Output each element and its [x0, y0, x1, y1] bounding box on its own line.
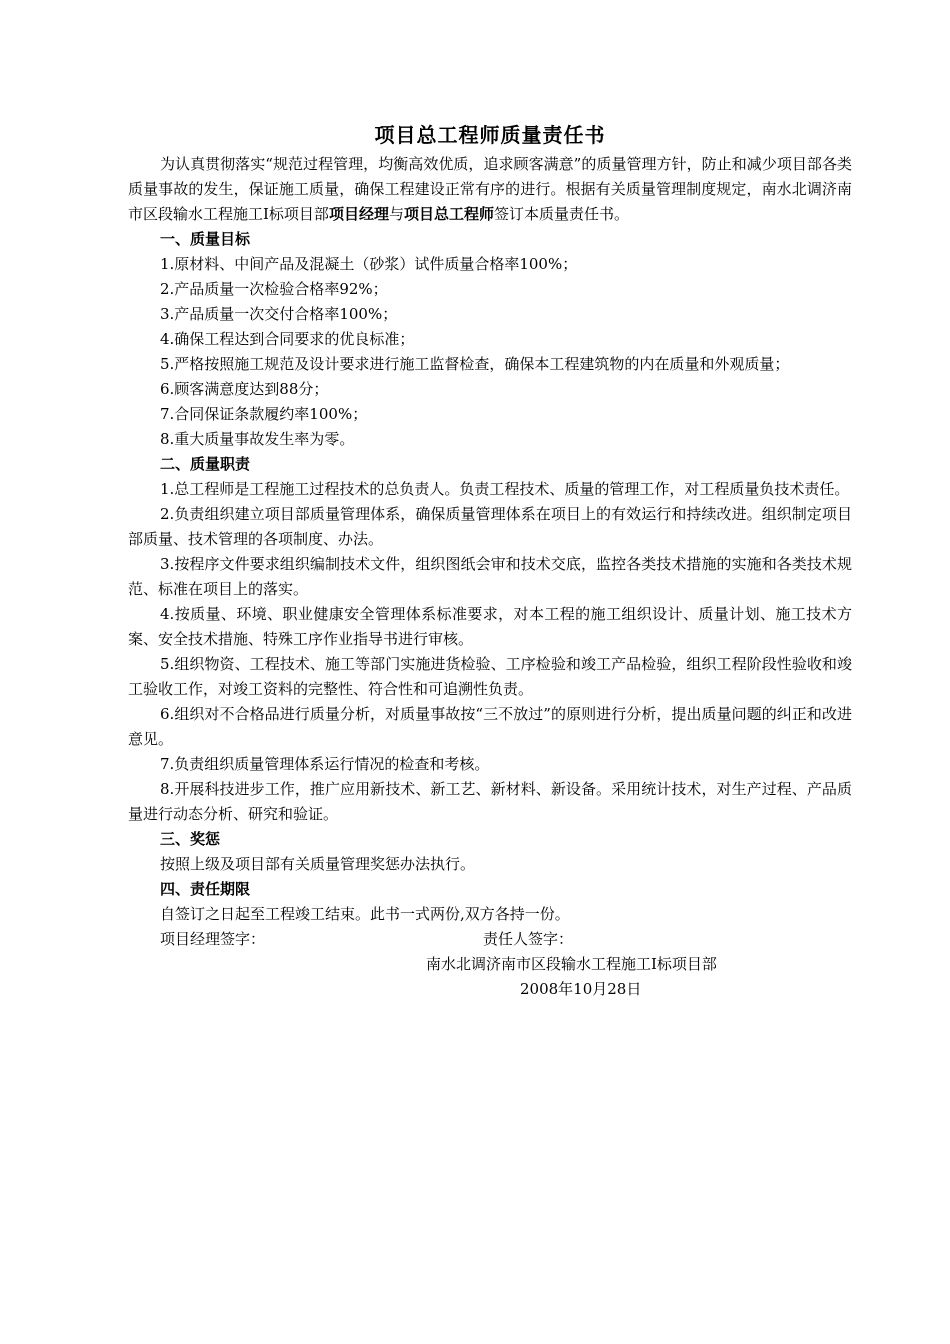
section-heading-term: 四、责任期限 [160, 880, 251, 898]
duty-paragraph: 1.总工程师是工程施工过程技术的总负责人。负责工程技术、质量的管理工作，对工程质量负技术责任。 [160, 480, 850, 498]
list-item: 1.原材料、中间产品及混凝土（砂浆）试件质量合格率100%； [160, 255, 578, 273]
section-heading-quality-duties: 二、质量职责 [160, 455, 251, 473]
document-page [128, 120, 852, 1002]
intro-text-b: 与 [388, 205, 404, 223]
duty-paragraph: 7.负责组织质量管理体系运行情况的检查和考核。 [160, 755, 490, 773]
duty-paragraph: 8.开展科技进步工作，推广应用新技术、新工艺、新材料、新设备。采用统计技术，对生产过程、产品质量进行动态分析、研究和验证。 [128, 780, 852, 823]
intro-bold-manager: 项目经理 [328, 205, 389, 223]
responsible-signature-label: 责任人签字： [483, 930, 574, 948]
list-item: 6.顾客满意度达到88分； [160, 380, 329, 398]
list-item: 8.重大质量事故发生率为零。 [160, 430, 355, 448]
duty-paragraph: 4.按质量、环境、职业健康安全管理体系标准要求，对本工程的施工组织设计、质量计划、施工技术方案、安全技术措施、特殊工序作业指导书进行审核。 [128, 605, 852, 648]
intro-bold-chief-engineer: 项目总工程师 [403, 205, 494, 223]
list-item: 4.确保工程达到合同要求的优良标准； [160, 330, 415, 348]
intro-text-c: 签订本质量责任书。 [493, 205, 629, 223]
list-item: 7.合同保证条款履约率100%； [160, 405, 368, 423]
list-item: 2.产品质量一次检验合格率92%； [160, 280, 388, 298]
signature-row [128, 927, 852, 952]
intro-text-a: 为认真贯彻落实“规范过程管理，均衡高效优质，追求顾客满意”的质量管理方针，防止和减少项目部各类质量事故的发生，保证施工质量，确保工程建设正常有序的进行。根据有关质量管理制度规定，南水北调济南市区段输水工程施工Ⅰ标项目部 [128, 155, 852, 223]
duty-paragraph: 6.组织对不合格品进行质量分析，对质量事故按“三不放过”的原则进行分析，提出质量问题的纠正和改进意见。 [128, 705, 852, 748]
section-heading-quality-goals: 一、质量目标 [160, 230, 251, 248]
issuing-unit: 南水北调济南市区段输水工程施工Ⅰ标项目部 [426, 955, 717, 973]
list-item: 3.产品质量一次交付合格率100%； [160, 305, 398, 323]
intro-paragraph [128, 152, 852, 227]
duty-paragraph: 5.组织物资、工程技术、施工等部门实施进货检验、工序检验和竣工产品检验，组织工程阶段性验收和竣工验收工作，对竣工资料的完整性、符合性和可追溯性负责。 [128, 655, 852, 698]
section-heading-rewards: 三、奖惩 [160, 830, 221, 848]
manager-signature-label: 项目经理签字： [160, 930, 266, 948]
list-item: 5.严格按照施工规范及设计要求进行施工监督检查，确保本工程建筑物的内在质量和外观质量； [160, 355, 790, 373]
document-title: 项目总工程师质量责任书 [374, 123, 606, 147]
signing-date: 2008年10月28日 [520, 980, 642, 998]
term-text: 自签订之日起至工程竣工结束。此书一式两份,双方各持一份。 [160, 905, 570, 923]
duty-paragraph: 3.按程序文件要求组织编制技术文件，组织图纸会审和技术交底，监控各类技术措施的实施和各类技术规范、标准在项目上的落实。 [128, 555, 852, 598]
rewards-text: 按照上级及项目部有关质量管理奖惩办法执行。 [160, 855, 476, 873]
duty-paragraph: 2.负责组织建立项目部质量管理体系，确保质量管理体系在项目上的有效运行和持续改进。组织制定项目部质量、技术管理的各项制度、办法。 [128, 505, 852, 548]
